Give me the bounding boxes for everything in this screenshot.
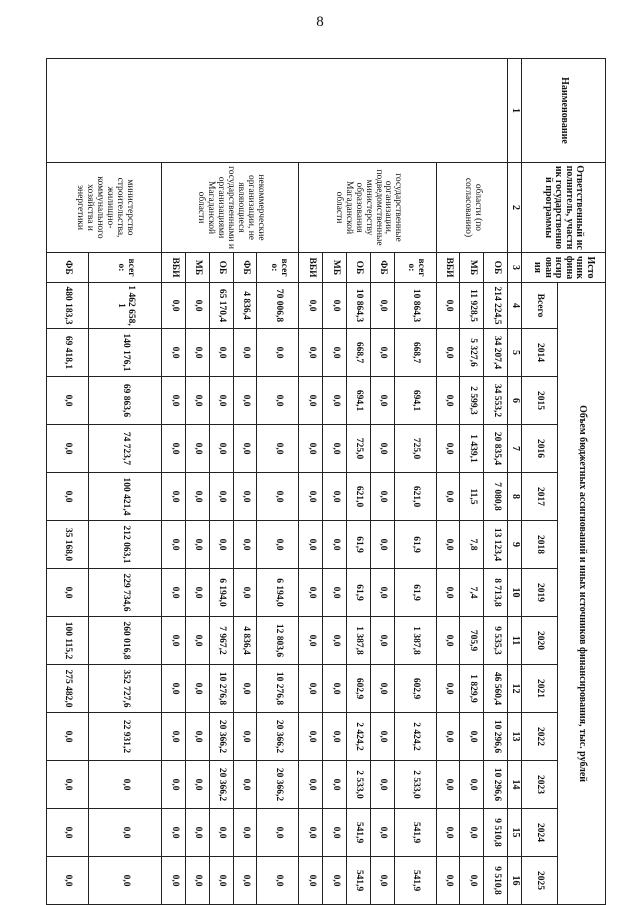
year-value-cell: 0,0 xyxy=(257,521,299,569)
total-cell: 214 224,5 xyxy=(484,283,508,329)
column-number: 13 xyxy=(508,713,522,761)
year-value-cell: 0,0 xyxy=(436,569,460,617)
year-value-cell: 0,0 xyxy=(460,809,484,857)
year-value-cell: 0,0 xyxy=(299,521,323,569)
source-cell: ФБ xyxy=(370,253,394,283)
source-cell: всего: xyxy=(257,253,299,283)
year-value-cell: 0,0 xyxy=(233,665,257,713)
total-cell: 0,0 xyxy=(299,283,323,329)
year-value-cell: 0,0 xyxy=(162,713,186,761)
year-value-cell: 229 734,6 xyxy=(88,569,162,617)
year-value-cell: 0,0 xyxy=(88,761,162,809)
header-source: Источник финансирования xyxy=(522,253,606,283)
column-number: 7 xyxy=(508,425,522,473)
year-value-cell: 0,0 xyxy=(370,425,394,473)
year-value-cell: 1 387,8 xyxy=(347,617,371,665)
year-value-cell: 9 510,8 xyxy=(484,857,508,905)
year-value-cell: 0,0 xyxy=(186,665,210,713)
year-value-cell: 0,0 xyxy=(47,857,89,905)
total-cell: 70 006,8 xyxy=(257,283,299,329)
header-name: Наименование xyxy=(522,59,606,163)
column-number: 11 xyxy=(508,617,522,665)
column-number: 12 xyxy=(508,665,522,713)
table-row xyxy=(394,59,436,905)
year-value-cell: 0,0 xyxy=(460,761,484,809)
column-number: 9 xyxy=(508,521,522,569)
table-row xyxy=(257,59,299,905)
year-value-cell: 0,0 xyxy=(436,521,460,569)
year-value-cell: 668,7 xyxy=(394,329,436,377)
header-executor: Ответственный исполнитель, участник государственной программы xyxy=(522,163,606,253)
year-value-cell: 0,0 xyxy=(186,761,210,809)
year-value-cell: 0,0 xyxy=(233,761,257,809)
year-value-cell: 0,0 xyxy=(162,569,186,617)
year-value-cell: 0,0 xyxy=(323,521,347,569)
year-value-cell: 10 276,8 xyxy=(257,665,299,713)
year-value-cell: 0,0 xyxy=(186,521,210,569)
year-value-cell: 0,0 xyxy=(186,713,210,761)
year-value-cell: 0,0 xyxy=(209,857,233,905)
year-value-cell: 0,0 xyxy=(162,521,186,569)
year-value-cell: 4 836,4 xyxy=(233,617,257,665)
year-value-cell: 2 533,0 xyxy=(347,761,371,809)
header-year: 2015 xyxy=(522,377,558,425)
year-value-cell: 0,0 xyxy=(257,425,299,473)
year-value-cell: 0,0 xyxy=(436,857,460,905)
name-cell xyxy=(47,59,508,163)
year-value-cell: 0,0 xyxy=(370,473,394,521)
year-value-cell: 10 296,6 xyxy=(484,713,508,761)
header-volume: Объем бюджетных ассигнований и иных источников финансирования, тыс. рублей xyxy=(558,283,606,905)
year-value-cell: 0,0 xyxy=(233,425,257,473)
year-value-cell: 0,0 xyxy=(209,521,233,569)
year-value-cell: 0,0 xyxy=(370,761,394,809)
year-value-cell: 0,0 xyxy=(323,473,347,521)
year-value-cell: 694,1 xyxy=(394,377,436,425)
year-value-cell: 20 366,2 xyxy=(209,761,233,809)
year-value-cell: 0,0 xyxy=(162,329,186,377)
year-value-cell: 0,0 xyxy=(323,665,347,713)
year-value-cell: 0,0 xyxy=(162,809,186,857)
year-value-cell: 46 560,4 xyxy=(484,665,508,713)
header-year: 2020 xyxy=(522,617,558,665)
year-value-cell: 0,0 xyxy=(257,857,299,905)
year-value-cell: 0,0 xyxy=(186,617,210,665)
year-value-cell: 74 723,7 xyxy=(88,425,162,473)
table-row xyxy=(484,59,508,905)
year-value-cell: 9 535,3 xyxy=(484,617,508,665)
year-value-cell: 0,0 xyxy=(299,473,323,521)
year-value-cell: 0,0 xyxy=(162,617,186,665)
year-value-cell: 0,0 xyxy=(323,713,347,761)
year-value-cell: 260 016,8 xyxy=(88,617,162,665)
financing-table xyxy=(46,58,606,905)
year-value-cell: 0,0 xyxy=(323,377,347,425)
year-value-cell: 6 194,0 xyxy=(257,569,299,617)
source-cell: ВБИ xyxy=(299,253,323,283)
year-value-cell: 0,0 xyxy=(436,473,460,521)
total-cell: 10 864,3 xyxy=(394,283,436,329)
year-value-cell: 0,0 xyxy=(323,857,347,905)
year-value-cell: 0,0 xyxy=(162,857,186,905)
header-year: 2023 xyxy=(522,761,558,809)
source-cell: ОБ xyxy=(484,253,508,283)
header-year: 2021 xyxy=(522,665,558,713)
year-value-cell: 100 115,2 xyxy=(47,617,89,665)
source-cell: ВБИ xyxy=(162,253,186,283)
year-value-cell: 0,0 xyxy=(47,761,89,809)
year-value-cell: 34 207,4 xyxy=(484,329,508,377)
header-year: 2019 xyxy=(522,569,558,617)
column-number: 8 xyxy=(508,473,522,521)
year-value-cell: 22 931,2 xyxy=(88,713,162,761)
column-number: 16 xyxy=(508,857,522,905)
year-value-cell: 0,0 xyxy=(186,857,210,905)
year-value-cell: 352 727,6 xyxy=(88,665,162,713)
year-value-cell: 7,4 xyxy=(460,569,484,617)
year-value-cell: 0,0 xyxy=(47,377,89,425)
year-value-cell: 0,0 xyxy=(323,569,347,617)
year-value-cell: 0,0 xyxy=(299,665,323,713)
year-value-cell: 20 366,2 xyxy=(209,713,233,761)
year-value-cell: 0,0 xyxy=(233,329,257,377)
column-number: 14 xyxy=(508,761,522,809)
year-value-cell: 2 424,2 xyxy=(394,713,436,761)
header-year: 2024 xyxy=(522,809,558,857)
year-value-cell: 1 829,9 xyxy=(460,665,484,713)
year-value-cell: 0,0 xyxy=(209,473,233,521)
table-row xyxy=(88,59,162,905)
year-value-cell: 0,0 xyxy=(323,425,347,473)
year-value-cell: 0,0 xyxy=(257,329,299,377)
year-value-cell: 10 296,6 xyxy=(484,761,508,809)
year-value-cell: 61,9 xyxy=(347,521,371,569)
source-cell: МБ xyxy=(460,253,484,283)
year-value-cell: 0,0 xyxy=(88,809,162,857)
year-value-cell: 541,9 xyxy=(347,809,371,857)
total-cell: 0,0 xyxy=(186,283,210,329)
header-year: 2017 xyxy=(522,473,558,521)
year-value-cell: 9 510,8 xyxy=(484,809,508,857)
year-value-cell: 69 418,1 xyxy=(47,329,89,377)
source-cell: МБ xyxy=(186,253,210,283)
year-value-cell: 2 599,3 xyxy=(460,377,484,425)
year-value-cell: 140 176,1 xyxy=(88,329,162,377)
source-cell: всего: xyxy=(88,253,162,283)
source-cell: ВБИ xyxy=(436,253,460,283)
executor-cell: государственные организации, подведомственные министерству образования Магаданской области xyxy=(299,163,436,253)
header-year: 2014 xyxy=(522,329,558,377)
year-value-cell: 725,0 xyxy=(347,425,371,473)
year-value-cell: 61,9 xyxy=(347,569,371,617)
year-value-cell: 0,0 xyxy=(370,617,394,665)
year-value-cell: 0,0 xyxy=(370,665,394,713)
year-value-cell: 0,0 xyxy=(436,809,460,857)
year-value-cell: 0,0 xyxy=(257,809,299,857)
year-value-cell: 20 366,2 xyxy=(257,761,299,809)
year-value-cell: 621,0 xyxy=(347,473,371,521)
year-value-cell: 12 803,6 xyxy=(257,617,299,665)
total-cell: 10 864,3 xyxy=(347,283,371,329)
year-value-cell: 668,7 xyxy=(347,329,371,377)
source-cell: ОБ xyxy=(347,253,371,283)
year-value-cell: 0,0 xyxy=(370,521,394,569)
year-value-cell: 20 835,4 xyxy=(484,425,508,473)
year-value-cell: 11,5 xyxy=(460,473,484,521)
year-value-cell: 0,0 xyxy=(370,329,394,377)
year-value-cell: 0,0 xyxy=(299,377,323,425)
year-value-cell: 0,0 xyxy=(323,617,347,665)
year-value-cell: 0,0 xyxy=(47,473,89,521)
year-value-cell: 5 327,6 xyxy=(460,329,484,377)
year-value-cell: 61,9 xyxy=(394,521,436,569)
year-value-cell: 1 439,1 xyxy=(460,425,484,473)
year-value-cell: 20 366,2 xyxy=(257,713,299,761)
year-value-cell: 0,0 xyxy=(233,377,257,425)
year-value-cell: 0,0 xyxy=(233,857,257,905)
year-value-cell: 541,9 xyxy=(394,857,436,905)
total-cell: 480 183,3 xyxy=(47,283,89,329)
year-value-cell: 7 967,2 xyxy=(209,617,233,665)
total-cell: 0,0 xyxy=(370,283,394,329)
year-value-cell: 0,0 xyxy=(209,377,233,425)
year-value-cell: 0,0 xyxy=(436,665,460,713)
total-cell: 11 928,5 xyxy=(460,283,484,329)
total-cell: 4 836,4 xyxy=(233,283,257,329)
year-value-cell: 541,9 xyxy=(394,809,436,857)
year-value-cell: 0,0 xyxy=(162,473,186,521)
column-number: 15 xyxy=(508,809,522,857)
year-value-cell: 0,0 xyxy=(299,809,323,857)
year-value-cell: 2 533,0 xyxy=(394,761,436,809)
year-value-cell: 0,0 xyxy=(370,377,394,425)
year-value-cell: 0,0 xyxy=(233,569,257,617)
header-year: 2025 xyxy=(522,857,558,905)
executor-cell: некоммерческие организации, не являющиеся государственными и организациями Магаданской области xyxy=(162,163,299,253)
year-value-cell: 0,0 xyxy=(299,425,323,473)
year-value-cell: 0,0 xyxy=(370,713,394,761)
total-cell: 0,0 xyxy=(162,283,186,329)
year-value-cell: 8 713,8 xyxy=(484,569,508,617)
total-cell: 0,0 xyxy=(436,283,460,329)
year-value-cell: 0,0 xyxy=(370,857,394,905)
column-number: 1 xyxy=(508,59,522,163)
year-value-cell: 694,1 xyxy=(347,377,371,425)
year-value-cell: 34 553,2 xyxy=(484,377,508,425)
year-value-cell: 0,0 xyxy=(233,713,257,761)
year-value-cell: 69 863,6 xyxy=(88,377,162,425)
total-cell: 0,0 xyxy=(323,283,347,329)
year-value-cell: 0,0 xyxy=(323,761,347,809)
year-value-cell: 0,0 xyxy=(436,713,460,761)
year-value-cell: 61,9 xyxy=(394,569,436,617)
year-value-cell: 0,0 xyxy=(47,425,89,473)
column-number: 10 xyxy=(508,569,522,617)
year-value-cell: 0,0 xyxy=(436,425,460,473)
year-value-cell: 0,0 xyxy=(88,857,162,905)
year-value-cell: 0,0 xyxy=(370,569,394,617)
year-value-cell: 35 168,0 xyxy=(47,521,89,569)
header-total: Всего xyxy=(522,283,558,329)
year-value-cell: 0,0 xyxy=(209,329,233,377)
year-value-cell: 0,0 xyxy=(370,809,394,857)
total-cell: 65 170,4 xyxy=(209,283,233,329)
year-value-cell: 0,0 xyxy=(436,377,460,425)
year-value-cell: 0,0 xyxy=(47,809,89,857)
year-value-cell: 0,0 xyxy=(162,425,186,473)
year-value-cell: 10 276,8 xyxy=(209,665,233,713)
year-value-cell: 0,0 xyxy=(299,617,323,665)
year-value-cell: 7 080,8 xyxy=(484,473,508,521)
year-value-cell: 0,0 xyxy=(162,761,186,809)
year-value-cell: 0,0 xyxy=(186,569,210,617)
year-value-cell: 13 123,4 xyxy=(484,521,508,569)
year-value-cell: 0,0 xyxy=(186,473,210,521)
year-value-cell: 0,0 xyxy=(162,665,186,713)
source-cell: всего: xyxy=(394,253,436,283)
column-number: 6 xyxy=(508,377,522,425)
year-value-cell: 0,0 xyxy=(299,329,323,377)
column-number: 3 xyxy=(508,253,522,283)
year-value-cell: 6 194,0 xyxy=(209,569,233,617)
year-value-cell: 602,9 xyxy=(347,665,371,713)
year-value-cell: 621,0 xyxy=(394,473,436,521)
header-year: 2016 xyxy=(522,425,558,473)
header-year: 2022 xyxy=(522,713,558,761)
year-value-cell: 0,0 xyxy=(47,569,89,617)
column-number: 5 xyxy=(508,329,522,377)
year-value-cell: 0,0 xyxy=(436,617,460,665)
source-cell: ФБ xyxy=(47,253,89,283)
year-value-cell: 0,0 xyxy=(436,329,460,377)
executor-cell: области (по согласованию) xyxy=(436,163,507,253)
column-number-row xyxy=(508,59,522,905)
total-cell: 1 462 658,1 xyxy=(88,283,162,329)
year-value-cell: 541,9 xyxy=(347,857,371,905)
column-number: 4 xyxy=(508,283,522,329)
year-value-cell: 0,0 xyxy=(233,473,257,521)
table-body xyxy=(47,59,508,905)
year-value-cell: 0,0 xyxy=(186,329,210,377)
year-value-cell: 0,0 xyxy=(436,761,460,809)
year-value-cell: 100 421,4 xyxy=(88,473,162,521)
year-value-cell: 0,0 xyxy=(47,713,89,761)
source-cell: МБ xyxy=(323,253,347,283)
year-value-cell: 0,0 xyxy=(257,473,299,521)
year-value-cell: 705,9 xyxy=(460,617,484,665)
source-cell: ОБ xyxy=(209,253,233,283)
year-value-cell: 0,0 xyxy=(186,377,210,425)
year-value-cell: 0,0 xyxy=(323,809,347,857)
year-value-cell: 0,0 xyxy=(162,377,186,425)
year-value-cell: 0,0 xyxy=(209,809,233,857)
year-value-cell: 725,0 xyxy=(394,425,436,473)
year-value-cell: 275 482,0 xyxy=(47,665,89,713)
year-value-cell: 602,9 xyxy=(394,665,436,713)
rotated-table-container xyxy=(46,58,606,900)
year-value-cell: 212 063,1 xyxy=(88,521,162,569)
column-number: 2 xyxy=(508,163,522,253)
year-value-cell: 0,0 xyxy=(186,809,210,857)
header-year: 2018 xyxy=(522,521,558,569)
source-cell: ФБ xyxy=(233,253,257,283)
year-value-cell: 0,0 xyxy=(323,329,347,377)
year-value-cell: 0,0 xyxy=(209,425,233,473)
year-value-cell: 0,0 xyxy=(299,857,323,905)
year-value-cell: 0,0 xyxy=(460,857,484,905)
year-value-cell: 0,0 xyxy=(460,713,484,761)
year-value-cell: 0,0 xyxy=(299,761,323,809)
year-value-cell: 0,0 xyxy=(233,521,257,569)
year-value-cell: 0,0 xyxy=(186,425,210,473)
year-value-cell: 0,0 xyxy=(233,809,257,857)
year-value-cell: 7,8 xyxy=(460,521,484,569)
year-value-cell: 0,0 xyxy=(257,377,299,425)
year-value-cell: 0,0 xyxy=(299,713,323,761)
year-value-cell: 1 387,8 xyxy=(394,617,436,665)
page-number: 8 xyxy=(316,14,324,30)
year-value-cell: 0,0 xyxy=(299,569,323,617)
year-value-cell: 2 424,2 xyxy=(347,713,371,761)
executor-cell: министерство строительства, жилищно-коммунального хозяйства и энергетики xyxy=(47,163,162,253)
